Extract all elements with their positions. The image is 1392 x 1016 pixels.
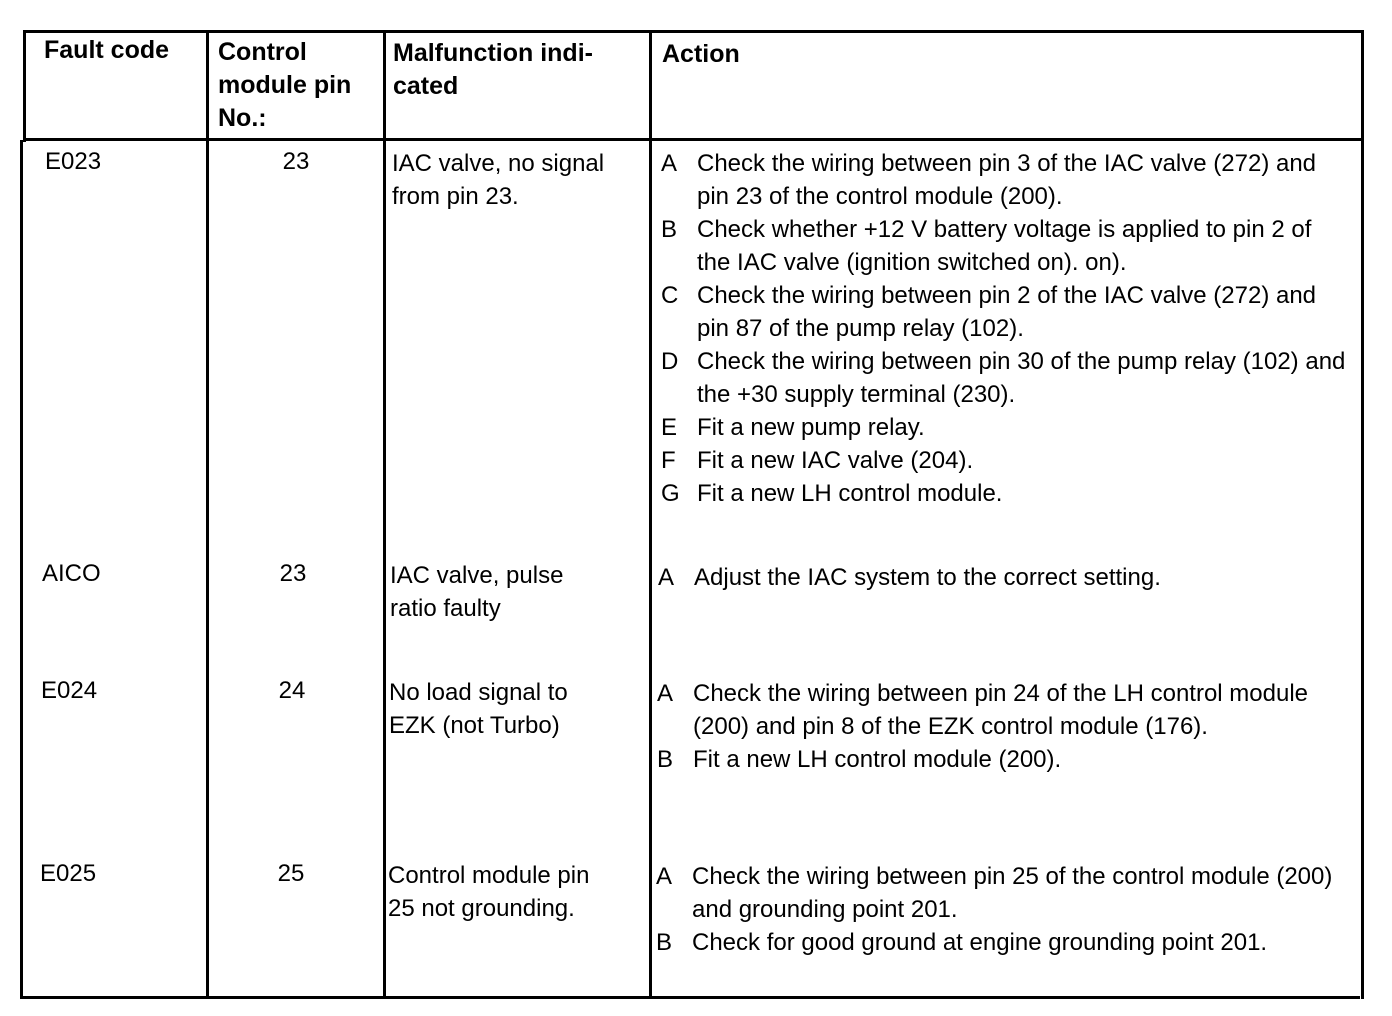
action-text: Fit a new pump relay. (697, 414, 925, 441)
action-item (661, 213, 1351, 279)
row-e024-actions (657, 677, 1347, 776)
action-item (661, 279, 1351, 345)
row-e025-malfunction-line-1: Control module pin (388, 862, 590, 889)
column-divider-1 (206, 30, 209, 998)
action-text: Check the wiring between pin 30 of the pump relay (102) and the +30 supply terminal (230). (697, 348, 1346, 408)
column-divider-3 (649, 30, 652, 998)
table-border-right (1361, 30, 1364, 999)
header-pin-line-1: Control (218, 38, 307, 66)
row-e023-malfunction (392, 147, 604, 213)
row-aico-actions (658, 561, 1348, 594)
row-e024-code: E024 (41, 677, 98, 704)
row-aico-malfunction-line-1: IAC valve, pulse (390, 562, 564, 589)
action-letter: A (656, 863, 673, 890)
action-text: Check the wiring between pin 24 of the LH control module (200) and pin 8 of the EZK control module (176). (693, 680, 1309, 740)
action-text: Check the wiring between pin 25 of the control module (200) and grounding point 201. (692, 863, 1333, 923)
row-aico-malfunction-line-2: ratio faulty (390, 595, 501, 622)
action-letter: A (661, 150, 678, 177)
header-pin-line-2: module pin (218, 71, 352, 99)
action-letter: D (661, 348, 679, 375)
action-text: Fit a new IAC valve (204). (697, 447, 974, 474)
action-letter: B (657, 746, 674, 773)
row-e025-pin: 25 (277, 860, 305, 887)
header-divider (23, 138, 1363, 141)
action-item (657, 677, 1347, 743)
action-item (656, 926, 1346, 959)
action-text: Check the wiring between pin 3 of the IAC valve (272) and pin 23 of the control module (200). (697, 150, 1317, 210)
action-item (658, 561, 1348, 594)
action-item (656, 860, 1346, 926)
row-e023-malfunction-line-1: IAC valve, no signal (392, 150, 605, 177)
action-letter: E (661, 414, 678, 441)
table-border-left (23, 30, 26, 142)
row-e024-pin: 24 (278, 677, 306, 704)
action-letter: F (661, 447, 676, 474)
row-e025-actions (656, 860, 1346, 959)
header-pin-line-3: No.: (218, 104, 267, 132)
row-aico-code: AICO (42, 560, 101, 587)
row-e023-pin: 23 (282, 148, 310, 175)
table-border-top (25, 30, 1364, 33)
action-text: Check whether +12 V battery voltage is applied to pin 2 of the IAC valve (ignition switched on). on). (697, 216, 1312, 276)
action-item (661, 147, 1351, 213)
action-letter: B (656, 929, 673, 956)
row-e024-malfunction-line-1: No load signal to (389, 679, 568, 706)
action-text: Fit a new LH control module (200). (693, 746, 1062, 773)
row-e025-malfunction-line-2: 25 not grounding. (388, 895, 575, 922)
column-divider-2 (383, 30, 386, 998)
row-aico-malfunction (390, 559, 563, 625)
action-letter: G (661, 480, 680, 507)
row-e025-code: E025 (40, 860, 97, 887)
row-e023-actions (661, 147, 1351, 510)
row-e024-malfunction (389, 676, 568, 742)
action-item (657, 743, 1347, 776)
action-item (661, 444, 1351, 477)
header-malfunction (393, 37, 593, 103)
action-item (661, 345, 1351, 411)
action-text: Fit a new LH control module. (697, 480, 1003, 507)
action-letter: C (661, 282, 679, 309)
header-fault-code: Fault code (44, 36, 170, 64)
header-pin (218, 36, 351, 135)
row-e023-malfunction-line-2: from pin 23. (392, 183, 519, 210)
action-text: Check the wiring between pin 2 of the IAC valve (272) and pin 87 of the pump relay (102). (697, 282, 1317, 342)
row-e024-malfunction-line-2: EZK (not Turbo) (389, 712, 560, 739)
action-letter: B (661, 216, 678, 243)
header-malfunction-line-1: Malfunction indi- (393, 39, 593, 67)
action-item (661, 477, 1351, 510)
action-letter: A (658, 564, 675, 591)
header-malfunction-line-2: cated (393, 72, 459, 100)
action-text: Adjust the IAC system to the correct setting. (694, 564, 1161, 591)
header-action: Action (662, 40, 740, 68)
row-aico-pin: 23 (279, 560, 307, 587)
action-letter: A (657, 680, 674, 707)
row-e025-malfunction (388, 859, 589, 925)
table-border-bottom (20, 996, 1360, 999)
row-e023-code: E023 (45, 148, 102, 175)
table-border-left-lower (20, 140, 23, 999)
action-item (661, 411, 1351, 444)
action-text: Check for good ground at engine grounding point 201. (692, 929, 1268, 956)
